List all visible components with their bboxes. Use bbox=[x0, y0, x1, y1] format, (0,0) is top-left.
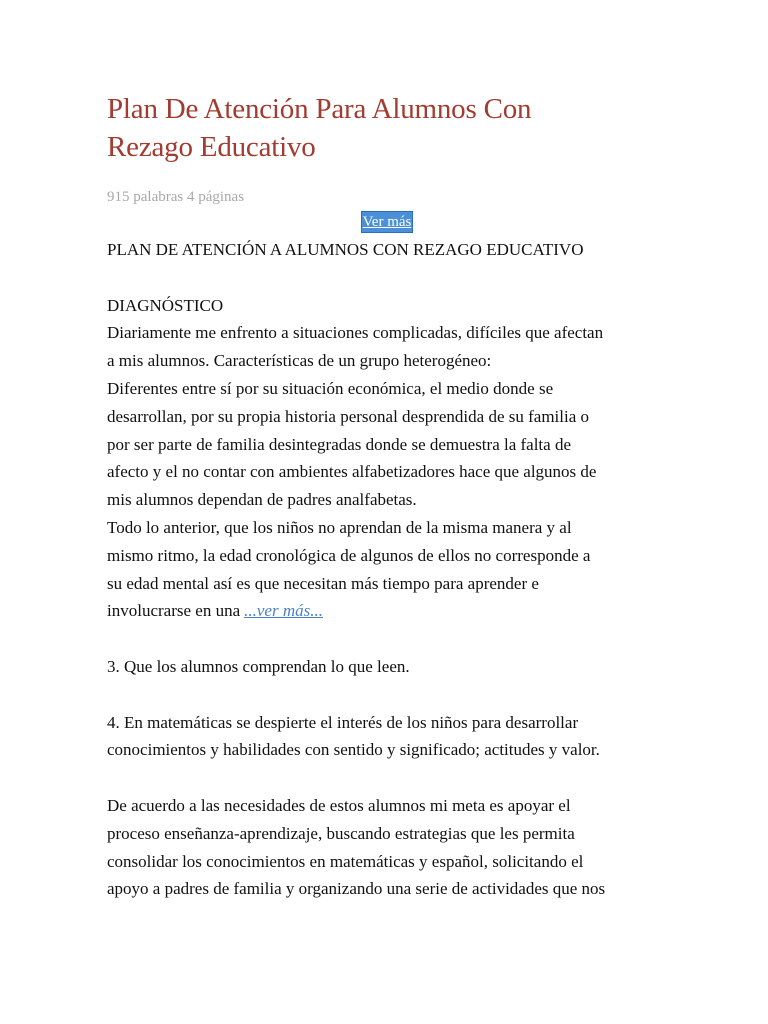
list-item-3: 3. Que los alumnos comprendan lo que leen. bbox=[107, 656, 410, 676]
title-line-2: Rezago Educativo bbox=[107, 131, 316, 163]
text-line: proceso enseñanza-aprendizaje, buscando estrategias que les permita bbox=[107, 823, 575, 843]
text-line: Diariamente me enfrento a situaciones complicadas, difíciles que afectan bbox=[107, 323, 604, 343]
paragraph-2 bbox=[107, 375, 667, 514]
text-line: involucrarse en una bbox=[107, 601, 241, 621]
ver-mas-link[interactable]: ...ver más... bbox=[244, 601, 323, 621]
text-line: conocimientos y habilidades con sentido y significado; actitudes y valor. bbox=[107, 740, 600, 760]
document-meta: 915 palabras 4 páginas bbox=[107, 189, 245, 205]
text-line: a mis alumnos. Características de un grupo heterogéneo: bbox=[107, 351, 492, 371]
page-title bbox=[107, 90, 667, 166]
text-line: su edad mental así es que necesitan más tiempo para aprender e bbox=[107, 573, 539, 593]
text-line: mismo ritmo, la edad cronológica de algunos de ellos no corresponde a bbox=[107, 545, 591, 565]
text-line: desarrollan, por su propia historia personal desprendida de su familia o bbox=[107, 406, 590, 426]
text-line: afecto y el no contar con ambientes alfabetizadores hace que algunos de bbox=[107, 462, 597, 482]
text-line: Diferentes entre sí por su situación económica, el medio donde se bbox=[107, 378, 554, 398]
ver-mas-container bbox=[107, 211, 667, 233]
title-line-1: Plan De Atención Para Alumnos Con bbox=[107, 93, 532, 125]
paragraph-3 bbox=[107, 514, 667, 625]
text-line-with-link bbox=[107, 597, 667, 625]
text-line: consolidar los conocimientos en matemáticas y español, solicitando el bbox=[107, 851, 584, 871]
text-line: apoyo a padres de familia y organizando una serie de actividades que nos bbox=[107, 879, 606, 899]
list-item-4 bbox=[107, 709, 667, 765]
text-line: 4. En matemáticas se despierte el interés de los niños para desarrollar bbox=[107, 712, 579, 732]
text-line: mis alumnos dependan de padres analfabetas. bbox=[107, 490, 417, 510]
ver-mas-button[interactable]: Ver más bbox=[361, 211, 414, 233]
text-line: por ser parte de familia desintegradas donde se demuestra la falta de bbox=[107, 434, 571, 454]
text-line: De acuerdo a las necesidades de estos alumnos mi meta es apoyar el bbox=[107, 795, 571, 815]
text-line: Todo lo anterior, que los niños no aprendan de la misma manera y al bbox=[107, 517, 572, 537]
document-heading: PLAN DE ATENCIÓN A ALUMNOS CON REZAGO EDUCATIVO bbox=[107, 240, 584, 259]
document-page bbox=[107, 90, 667, 903]
paragraph-1 bbox=[107, 319, 667, 375]
section-heading-diagnostico: DIAGNÓSTICO bbox=[107, 295, 224, 315]
paragraph-4 bbox=[107, 792, 667, 903]
